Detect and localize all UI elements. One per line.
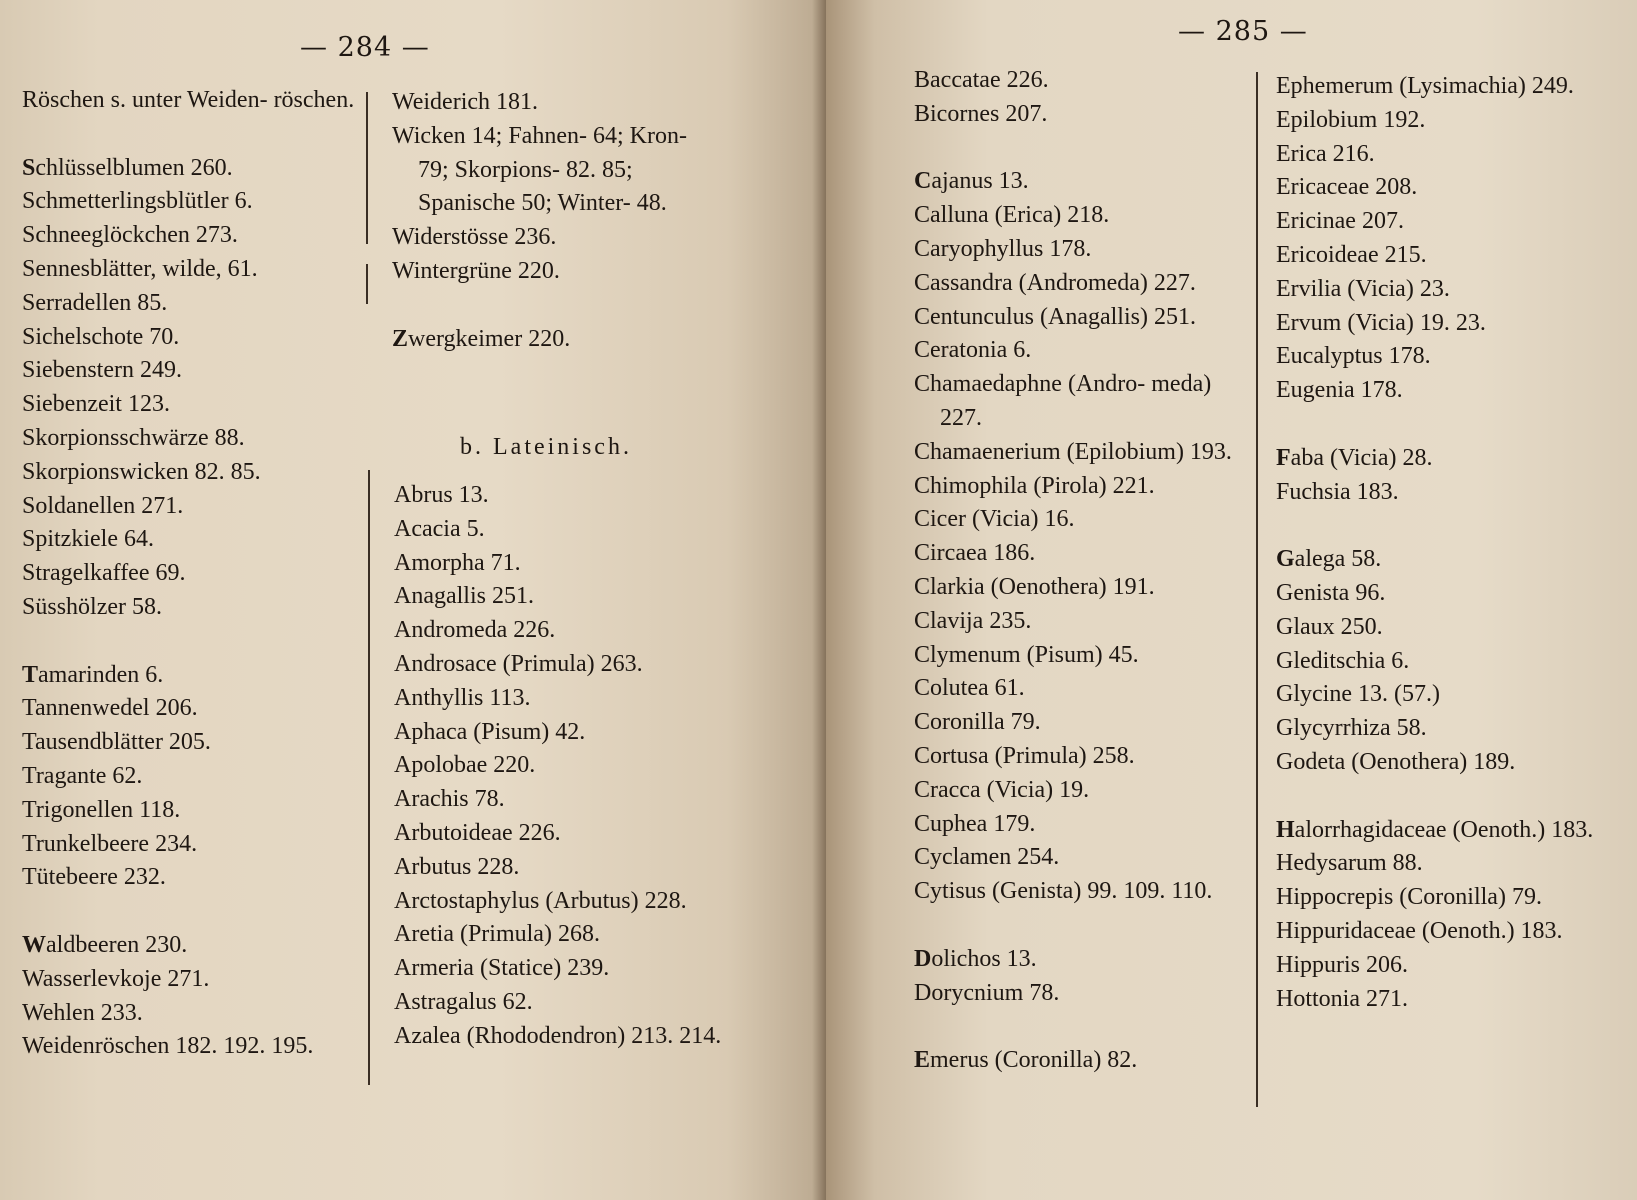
index-entry: Siebenstern 249.	[22, 357, 182, 384]
index-entry: Cajanus 13.	[914, 168, 1029, 195]
index-entry: Wasserlevkoje 271.	[22, 965, 210, 992]
index-entry: Glaux 250.	[1276, 613, 1383, 640]
index-entry: Hottonia 271.	[1276, 985, 1408, 1012]
group-initial: S	[22, 154, 36, 181]
index-entry: Wehlen 233.	[22, 999, 143, 1026]
index-entry: Caryophyllus 178.	[914, 235, 1092, 262]
index-entry: Abrus 13.	[394, 482, 489, 508]
index-entry: Cortusa (Primula) 258.	[914, 742, 1135, 769]
index-entry: Sennesblätter, wilde, 61.	[22, 255, 258, 282]
index-entry: Stragelkaffee 69.	[22, 560, 186, 587]
index-entry: Tütebeere 232.	[22, 864, 166, 891]
index-entry: Cuphea 179.	[914, 810, 1036, 837]
group-initial: E	[914, 1047, 931, 1074]
section-heading-latin: b. Lateinisch.	[460, 434, 632, 460]
index-entry: Azalea (Rhododendron) 213. 214.	[394, 1022, 722, 1049]
page-number-left: — 284 —	[300, 32, 430, 63]
index-entry: Schlüsselblumen 260.	[22, 154, 233, 181]
index-entry: Chamaenerium (Epilobium) 193.	[914, 438, 1232, 465]
index-entry: Ephemerum (Lysimachia) 249.	[1276, 73, 1574, 99]
index-entry: Cyclamen 254.	[914, 844, 1060, 871]
right-page	[826, 0, 1637, 1200]
index-entry: Spitzkiele 64.	[22, 526, 154, 553]
index-entry: Hippuris 206.	[1276, 951, 1408, 978]
index-entry: Faba (Vicia) 28.	[1276, 444, 1433, 471]
index-entry: Waldbeeren 230.	[22, 931, 188, 958]
column-divider	[366, 264, 368, 304]
index-entry: Cicer (Vicia) 16.	[914, 506, 1075, 533]
index-entry: Glycine 13. (57.)	[1276, 681, 1440, 708]
index-entry: Siebenzeit 123.	[22, 391, 170, 418]
index-entry: Apolobae 220.	[394, 752, 536, 779]
index-entry: Amorpha 71.	[394, 549, 521, 576]
index-entry: Arbutus 228.	[394, 853, 520, 880]
group-spacer	[22, 118, 357, 152]
index-entry: Armeria (Statice) 239.	[394, 955, 610, 982]
index-column-right-1	[914, 64, 1254, 1078]
index-entry: Skorpionswicken 82. 85.	[22, 458, 261, 485]
group-initial: D	[914, 945, 932, 972]
index-entry: Aphaca (Pisum) 42.	[394, 718, 586, 745]
index-entry: Colutea 61.	[914, 675, 1025, 702]
group-spacer	[914, 1010, 1254, 1044]
index-entry: Tragante 62.	[22, 762, 143, 789]
index-entry: Clymenum (Pisum) 45.	[914, 641, 1139, 668]
index-entry: Gleditschia 6.	[1276, 647, 1410, 674]
group-spacer	[392, 289, 722, 323]
index-entry: Halorrhagidaceae (Oenoth.) 183.	[1276, 816, 1594, 843]
index-entry: Emerus (Coronilla) 82.	[914, 1047, 1138, 1074]
index-entry: Weidenröschen 182. 192. 195.	[22, 1033, 314, 1060]
group-initial: Z	[392, 325, 409, 352]
index-entry: Ericoideae 215.	[1276, 241, 1427, 268]
column-divider	[1256, 72, 1258, 1107]
index-entry: Astragalus 62.	[394, 988, 533, 1015]
index-entry: Andromeda 226.	[394, 617, 556, 644]
index-entry: Calluna (Erica) 218.	[914, 202, 1110, 229]
index-entry: Cracca (Vicia) 19.	[914, 776, 1090, 803]
index-entry: Eucalyptus 178.	[1276, 343, 1431, 370]
index-entry: Röschen s. unter Weiden- röschen.	[22, 87, 355, 113]
index-entry: Wicken 14; Fahnen- 64; Kron- 79; Skorpions- 82. 85; Spanische 50; Winter- 48.	[392, 122, 687, 217]
group-spacer	[1276, 780, 1611, 814]
index-entry: Hippocrepis (Coronilla) 79.	[1276, 884, 1542, 911]
index-entry: Androsace (Primula) 263.	[394, 650, 643, 677]
index-entry: Skorpionsschwärze 88.	[22, 424, 245, 451]
index-entry: Glycyrrhiza 58.	[1276, 715, 1427, 742]
group-initial: F	[1276, 444, 1291, 471]
index-entry: Erica 216.	[1276, 140, 1375, 167]
index-entry: Fuchsia 183.	[1276, 478, 1399, 505]
index-entry: Ceratonia 6.	[914, 337, 1032, 364]
index-entry: Anthyllis 113.	[394, 684, 531, 711]
index-entry: Ervum (Vicia) 19. 23.	[1276, 309, 1486, 336]
index-entry: Godeta (Oenothera) 189.	[1276, 748, 1516, 775]
index-entry: Schneeglöckchen 273.	[22, 222, 238, 249]
index-entry: Hedysarum 88.	[1276, 850, 1423, 877]
index-entry: Chamaedaphne (Andro- meda) 227.	[914, 371, 1212, 431]
group-initial: C	[914, 168, 932, 195]
group-spacer	[1276, 509, 1611, 543]
index-entry: Sichelschote 70.	[22, 323, 180, 350]
group-spacer	[22, 625, 357, 659]
index-entry: Dolichos 13.	[914, 945, 1037, 972]
index-entry: Tannenwedel 206.	[22, 695, 198, 722]
index-entry: Acacia 5.	[394, 515, 485, 542]
index-column-right-2	[1276, 70, 1611, 1016]
index-entry: Ericinae 207.	[1276, 208, 1404, 235]
index-entry: Circaea 186.	[914, 540, 1036, 567]
index-entry: Cytisus (Genista) 99. 109. 110.	[914, 878, 1213, 905]
index-entry: Cassandra (Andromeda) 227.	[914, 269, 1196, 296]
index-entry: Chimophila (Pirola) 221.	[914, 472, 1155, 499]
index-entry: Baccatae 226.	[914, 67, 1049, 93]
group-spacer	[1276, 408, 1611, 442]
index-entry: Dorycnium 78.	[914, 979, 1060, 1006]
column-divider	[366, 92, 368, 244]
index-entry: Soldanellen 271.	[22, 492, 184, 519]
index-entry: Ericaceae 208.	[1276, 174, 1418, 201]
index-entry: Trigonellen 118.	[22, 796, 181, 823]
index-entry: Tamarinden 6.	[22, 661, 164, 688]
index-entry: Aretia (Primula) 268.	[394, 921, 600, 948]
index-entry: Schmetterlingsblütler 6.	[22, 188, 253, 215]
column-divider	[368, 470, 370, 1085]
index-entry: Hippuridaceae (Oenoth.) 183.	[1276, 917, 1563, 944]
index-column-left-1	[22, 84, 357, 1064]
group-initial: T	[22, 661, 39, 688]
group-spacer	[914, 909, 1254, 943]
index-entry: Bicornes 207.	[914, 100, 1048, 127]
index-entry: Ervilia (Vicia) 23.	[1276, 275, 1450, 302]
index-entry: Eugenia 178.	[1276, 377, 1403, 404]
page-number-right: — 285 —	[1178, 16, 1308, 47]
index-entry: Weiderich 181.	[392, 89, 539, 115]
index-column-left-2-latin	[394, 479, 729, 1054]
index-column-left-2	[392, 86, 722, 356]
index-entry: Trunkelbeere 234.	[22, 830, 198, 857]
index-entry: Clarkia (Oenothera) 191.	[914, 573, 1155, 600]
group-initial: H	[1276, 816, 1295, 843]
index-entry: Süsshölzer 58.	[22, 593, 162, 620]
index-entry: Clavija 235.	[914, 607, 1032, 634]
index-entry: Epilobium 192.	[1276, 106, 1426, 133]
group-spacer	[914, 132, 1254, 166]
group-initial: W	[22, 931, 46, 958]
index-entry: Tausendblätter 205.	[22, 729, 211, 756]
index-entry: Coronilla 79.	[914, 709, 1041, 736]
group-spacer	[22, 895, 357, 929]
index-entry: Anagallis 251.	[394, 583, 534, 610]
index-entry: Arbutoideae 226.	[394, 819, 561, 846]
group-initial: G	[1276, 546, 1295, 573]
index-entry: Centunculus (Anagallis) 251.	[914, 303, 1196, 330]
index-entry: Genista 96.	[1276, 579, 1386, 606]
index-entry: Arachis 78.	[394, 786, 505, 813]
index-entry: Zwergkeimer 220.	[392, 325, 571, 352]
index-entry: Wintergrüne 220.	[392, 257, 560, 284]
index-entry: Galega 58.	[1276, 546, 1382, 573]
index-entry: Arctostaphylus (Arbutus) 228.	[394, 887, 687, 914]
index-entry: Widerstösse 236.	[392, 224, 557, 251]
index-entry: Serradellen 85.	[22, 289, 168, 316]
